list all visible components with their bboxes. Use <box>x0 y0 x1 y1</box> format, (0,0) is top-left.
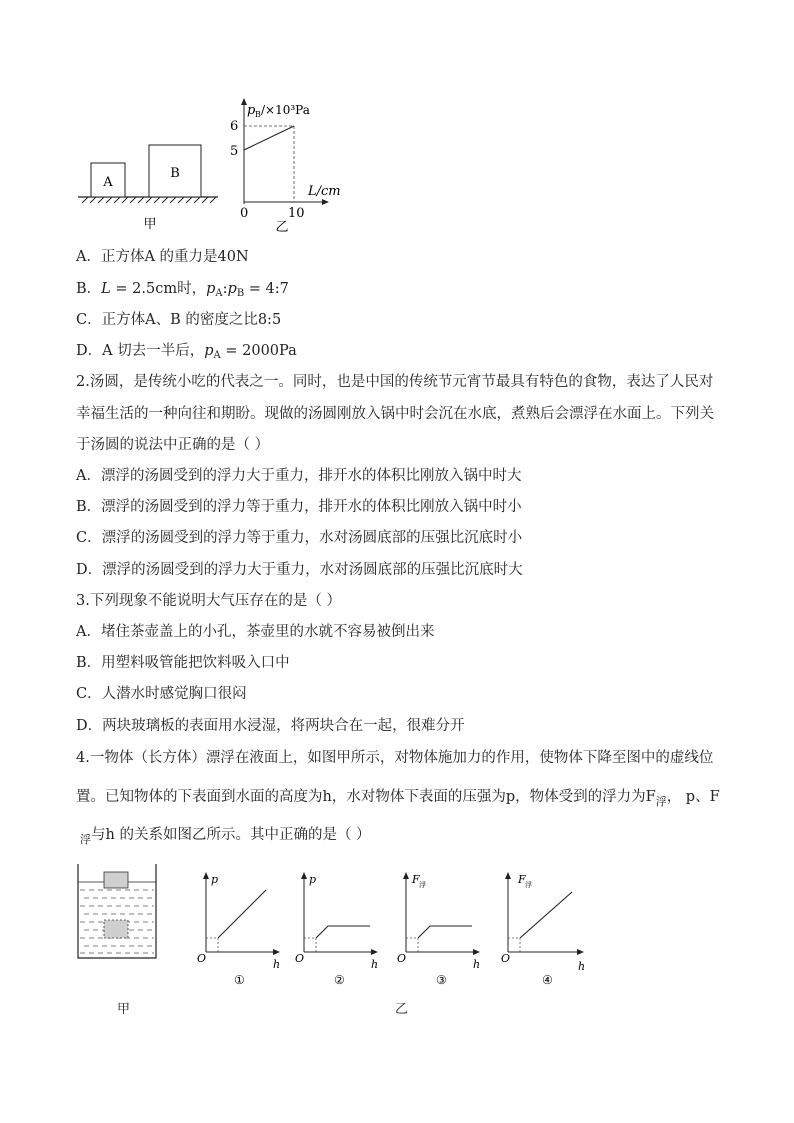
g3-x-label: h <box>473 958 481 971</box>
tick-6: 6 <box>230 119 239 134</box>
g1-y-label: p <box>211 873 219 886</box>
q4-line-2-sub: 浮 <box>655 795 667 808</box>
tick-5: 5 <box>230 144 239 159</box>
g3-origin: O <box>397 952 407 965</box>
g2-y-arrow <box>301 872 307 879</box>
q4-line-2 <box>76 787 720 812</box>
q1-b-prefix: B． <box>76 281 102 297</box>
g1-origin: O <box>197 952 207 965</box>
g1-number: ① <box>234 973 245 987</box>
y-axis-label: p <box>247 103 256 118</box>
x-axis-arrow <box>322 199 329 205</box>
g2-origin: O <box>295 952 305 965</box>
caption-jia-1: 甲 <box>143 217 157 232</box>
g4-y-arrow <box>505 872 511 879</box>
q1-b-ratio: = 4:7 <box>244 281 289 297</box>
submerged-position <box>104 920 128 938</box>
q4-line-2a: 置。已知物体的下表面到水面的高度为h，水对物体下表面的压强为p，物体受到的浮力为F <box>76 789 656 805</box>
q1-d-prefix: D．A 切去一半后， <box>76 343 205 359</box>
g3-y-label: F <box>412 873 420 886</box>
g1-curve <box>218 890 266 938</box>
ground-hatching <box>82 197 216 203</box>
floating-object <box>104 872 128 888</box>
g3-dash <box>406 938 418 952</box>
q4-line-3-sub: 浮 <box>80 833 91 846</box>
q2-option-a: A．漂浮的汤圆受到的浮力大于重力，排开水的体积比刚放入锅中时大 <box>76 468 522 484</box>
q1-b-colon: : <box>222 281 228 297</box>
q2-line-1: 2.汤圆，是传统小吃的代表之一。同时，也是中国的传统节元宵节最具有特色的食物，表达了人民对 <box>76 374 714 390</box>
graph-4 <box>498 868 590 990</box>
g1-dash <box>206 938 218 952</box>
g4-dash <box>508 938 520 952</box>
y-axis-sub: B <box>255 110 261 119</box>
g4-curve <box>520 892 572 938</box>
block-a-label: A <box>103 175 113 190</box>
q1-option-d <box>76 341 297 366</box>
g4-x-arrow <box>577 949 584 955</box>
q3-option-c: C．人潜水时感觉胸口很闷 <box>76 686 247 702</box>
g1-x-label: h <box>273 958 281 971</box>
graph-1 <box>196 868 286 990</box>
g3-number: ③ <box>436 973 447 987</box>
q1-b-eq: = 2.5cm时， <box>110 281 207 297</box>
caption-jia-2: 甲 <box>117 1002 131 1017</box>
q1-d-val: = 2000Pa <box>220 343 297 359</box>
g3-y-arrow <box>403 872 409 879</box>
q4-line-1: 4.一物体（长方体）漂浮在液面上，如图甲所示，对物体施加力的作用，使物体下降至图中的虚线位 <box>76 750 714 766</box>
q1-option-b <box>76 279 289 304</box>
q2-line-3: 于汤圆的说法中正确的是（ ） <box>76 437 270 453</box>
q4-line-2b: ， p、F <box>666 789 720 805</box>
figure-beaker <box>74 862 164 962</box>
q4-line-3-text: 与h 的关系如图乙所示。其中正确的是（ ） <box>91 827 371 843</box>
graph-3 <box>396 868 486 990</box>
graph-2 <box>294 868 384 990</box>
g4-number: ④ <box>542 973 553 987</box>
q3-option-a: A．堵住茶壶盖上的小孔，茶壶里的水就不容易被倒出来 <box>76 624 435 640</box>
g3-x-arrow <box>473 949 480 955</box>
g2-y-label: p <box>309 873 317 886</box>
q1-b-subA: A <box>215 288 223 299</box>
y-axis-unit: /×10³Pa <box>261 103 310 117</box>
g2-number: ② <box>334 973 345 987</box>
q1-b-pA: p <box>206 281 216 297</box>
q1-d-p: p <box>204 343 214 359</box>
g2-curve <box>316 926 370 938</box>
origin-label: 0 <box>240 206 249 221</box>
q2-option-c: C．漂浮的汤圆受到的浮力等于重力，水对汤圆底部的压强比沉底时小 <box>76 530 523 546</box>
g1-y-arrow <box>203 872 209 879</box>
figure-blocks-and-graph <box>70 95 350 235</box>
q2-line-2: 幸福生活的一种向往和期盼。现做的汤圆刚放入锅中时会沉在水底，煮熟后会漂浮在水面上。下列关 <box>76 406 714 422</box>
g4-origin: O <box>501 952 511 965</box>
g3-curve <box>418 926 472 938</box>
g4-x-label: h <box>578 960 586 973</box>
caption-yi-2: 乙 <box>395 1002 409 1017</box>
q4-line-3 <box>80 825 371 850</box>
data-line <box>244 126 294 150</box>
q1-option-c: C．正方体A、B 的密度之比8:5 <box>76 312 282 328</box>
q1-option-a: A．正方体A 的重力是40N <box>76 249 249 265</box>
block-b-label: B <box>170 166 180 181</box>
q3-option-d: D．两块玻璃板的表面用水浸湿，将两块合在一起，很难分开 <box>76 718 465 734</box>
caption-yi-1: 乙 <box>275 220 289 235</box>
g2-dash <box>304 938 316 952</box>
q3-stem: 3.下列现象不能说明大气压存在的是（ ） <box>76 593 341 609</box>
q2-option-b: B．漂浮的汤圆受到的浮力等于重力，排开水的体积比刚放入锅中时小 <box>76 499 522 515</box>
q1-b-L: L <box>101 281 111 297</box>
g4-y-sub: 浮 <box>525 881 532 889</box>
g1-x-arrow <box>273 949 280 955</box>
g2-x-arrow <box>371 949 378 955</box>
q1-b-subB: B <box>236 288 245 299</box>
x-axis-label: L/cm <box>308 184 341 199</box>
q1-b-pB: p <box>227 281 237 297</box>
q1-d-sub: A <box>213 350 221 361</box>
g2-x-label: h <box>371 958 379 971</box>
g4-y-label: F <box>518 873 526 886</box>
g3-y-sub: 浮 <box>419 881 426 889</box>
q2-option-d: D．漂浮的汤圆受到的浮力大于重力，水对汤圆底部的压强比沉底时大 <box>76 562 523 578</box>
q3-option-b: B．用塑料吸管能把饮料吸入口中 <box>76 655 290 671</box>
tick-10: 10 <box>288 206 305 221</box>
